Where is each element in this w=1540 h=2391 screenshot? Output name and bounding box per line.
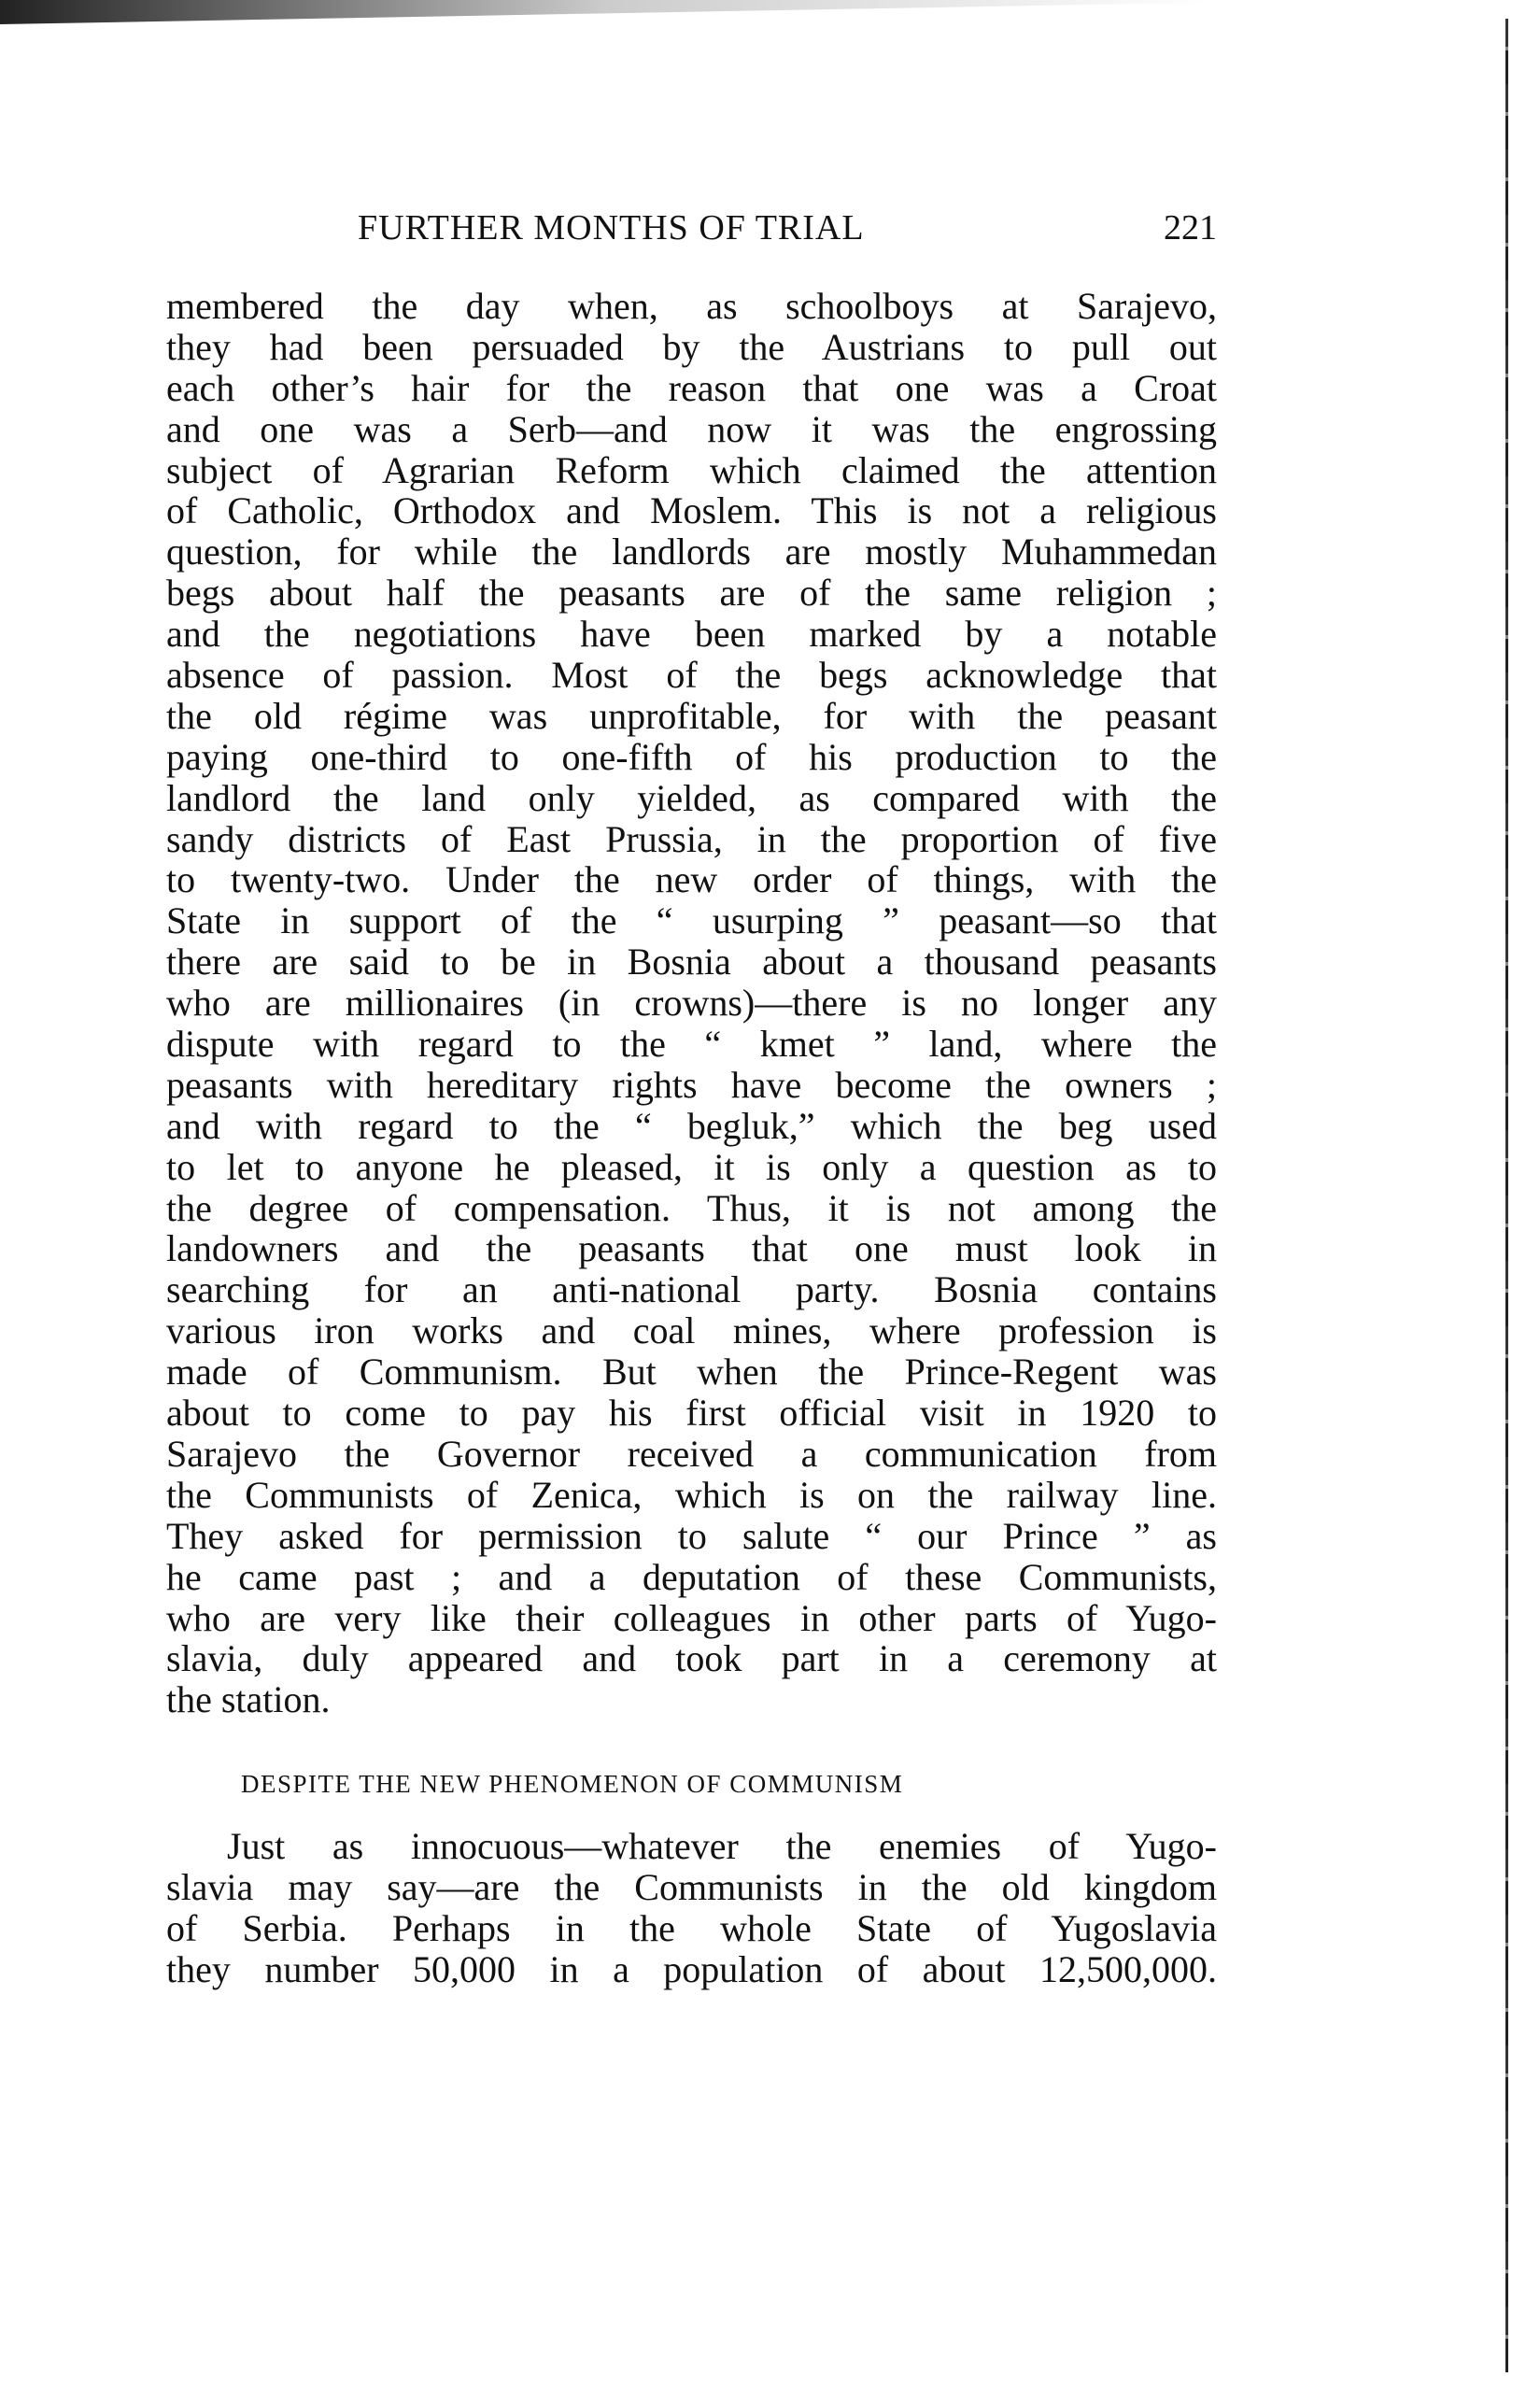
text-line: he came past ; and a deputation of these Communists, — [166, 1555, 1217, 1598]
text-line: and with regard to the “ begluk,” which the beg used — [166, 1104, 1217, 1147]
page-header — [166, 207, 1217, 254]
text-line: peasants with hereditary rights have become the owners ; — [166, 1063, 1217, 1106]
text-line: absence of passion. Most of the begs acknowledge that — [166, 654, 1217, 697]
text-line: They asked for permission to salute “ our Prince ” as — [166, 1514, 1217, 1557]
page-edge — [1505, 19, 1508, 2372]
paragraph-1 — [166, 286, 1217, 1720]
text-line: of Serbia. Perhaps in the whole State of Yugoslavia — [166, 1906, 1217, 1949]
text-line: of Catholic, Orthodox and Moslem. This is not a religious — [166, 489, 1217, 532]
text-line: the station. — [166, 1678, 331, 1721]
page-number: 221 — [1164, 208, 1217, 248]
text-line: and the negotiations have been marked by a notable — [166, 613, 1217, 656]
text-line: subject of Agrarian Reform which claimed the attention — [166, 448, 1217, 491]
text-line: made of Communism. But when the Prince-Regent was — [166, 1351, 1217, 1394]
text-line: there are said to be in Bosnia about a thousand peasants — [166, 941, 1217, 983]
section-heading: DESPITE THE NEW PHENOMENON OF COMMUNISM — [241, 1770, 904, 1798]
text-line: dispute with regard to the “ kmet ” land, where the — [166, 1023, 1217, 1066]
text-line: landowners and the peasants that one must look in — [166, 1227, 1217, 1270]
text-line: who are very like their colleagues in other parts of Yugo- — [166, 1596, 1217, 1639]
text-line: the Communists of Zenica, which is on the railway line. — [166, 1473, 1217, 1516]
text-line: about to come to pay his first official visit in 1920 to — [166, 1392, 1217, 1435]
text-line: each other’s hair for the reason that one was a Croat — [166, 366, 1217, 409]
text-line: various iron works and coal mines, where profession is — [166, 1309, 1217, 1352]
paragraph-2 — [166, 1826, 1217, 1990]
text-line: landlord the land only yielded, as compared with the — [166, 776, 1217, 819]
text-line: begs about half the peasants are of the same religion ; — [166, 572, 1217, 615]
text-line: who are millionaires (in crowns)—there is no longer any — [166, 982, 1217, 1025]
text-line: the degree of compensation. Thus, it is not among the — [166, 1186, 1217, 1229]
text-line: question, for while the landlords are mostly Muhammedan — [166, 531, 1217, 573]
text-line: slavia, duly appeared and took part in a ceremony at — [166, 1637, 1217, 1680]
text-line: they number 50,000 in a population of about 12,500,000. — [166, 1947, 1217, 1990]
text-line: paying one-third to one-fifth of his production to the — [166, 735, 1217, 778]
scan-shadow — [0, 0, 1214, 24]
text-line: they had been persuaded by the Austrians to pull out — [166, 325, 1217, 368]
text-line: and one was a Serb—and now it was the engrossing — [166, 407, 1217, 450]
text-line: searching for an anti-national party. Bosnia contains — [166, 1268, 1217, 1311]
text-line: slavia may say—are the Communists in the old kingdom — [166, 1865, 1217, 1908]
text-line: Just as innocuous—whatever the enemies of Yugo- — [227, 1825, 1217, 1867]
text-line: sandy districts of East Prussia, in the proportion of five — [166, 817, 1217, 860]
text-line: membered the day when, as schoolboys at Sarajevo, — [166, 285, 1217, 327]
text-line: to twenty-two. Under the new order of things, with the — [166, 858, 1217, 901]
text-line: Sarajevo the Governor received a communication from — [166, 1432, 1217, 1475]
text-line: State in support of the “ usurping ” peasant—so that — [166, 899, 1217, 942]
text-line: to let to anyone he pleased, it is only a question as to — [166, 1145, 1217, 1188]
text-line: the old régime was unprofitable, for with the peasant — [166, 694, 1217, 737]
running-title: FURTHER MONTHS OF TRIAL — [358, 208, 865, 248]
